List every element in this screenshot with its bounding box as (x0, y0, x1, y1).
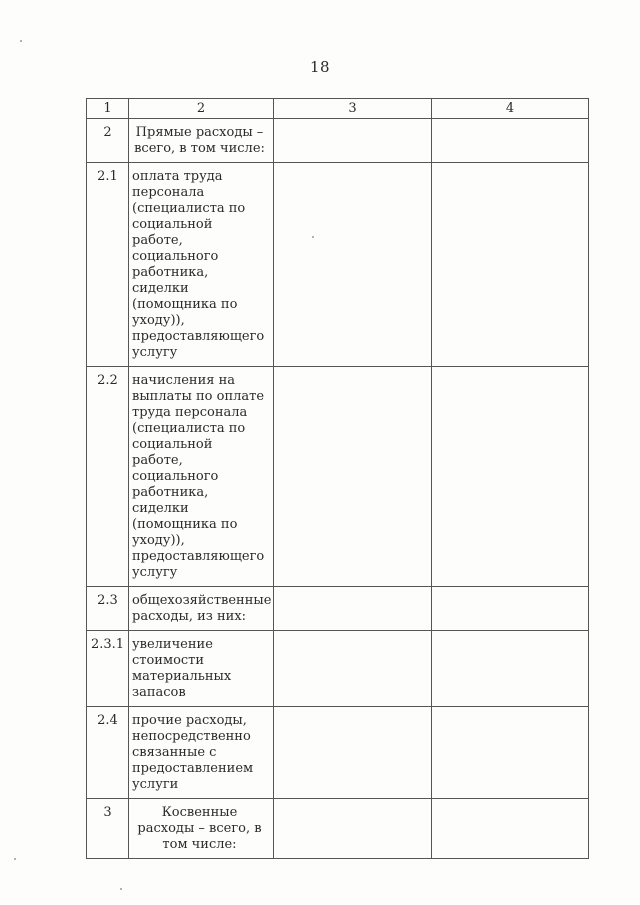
row-number: 2.1 (87, 163, 129, 367)
row-cell-col-4 (432, 631, 589, 707)
row-description: оплата труда персонала (специалиста по социальной работе, социального работника, сиделки (помощника по уходу)), предоставляющего услугу (129, 163, 274, 367)
row-number: 2.3 (87, 587, 129, 631)
table-row (87, 119, 589, 163)
header-col-3: 3 (274, 99, 432, 119)
row-cell-col-3 (274, 163, 432, 367)
scan-speck (20, 40, 22, 42)
row-number: 2.3.1 (87, 631, 129, 707)
table-row (87, 163, 589, 367)
row-cell-col-3 (274, 799, 432, 859)
header-col-2: 2 (129, 99, 274, 119)
row-cell-col-3 (274, 587, 432, 631)
row-cell-col-3 (274, 367, 432, 587)
row-description: Прямые расходы – всего, в том числе: (129, 119, 274, 163)
row-number: 2.2 (87, 367, 129, 587)
row-cell-col-4 (432, 367, 589, 587)
table-row (87, 587, 589, 631)
table-header-row (87, 99, 589, 119)
table-row (87, 367, 589, 587)
row-description: прочие расходы, непосредственно связанные с предоставлением услуги (129, 707, 274, 799)
row-cell-col-4 (432, 163, 589, 367)
row-description: общехозяйственные расходы, из них: (129, 587, 274, 631)
scan-speck (14, 858, 16, 860)
scan-speck (120, 888, 122, 890)
row-cell-col-3 (274, 707, 432, 799)
row-cell-col-4 (432, 587, 589, 631)
table-row (87, 631, 589, 707)
row-cell-col-4 (432, 707, 589, 799)
cost-table (86, 98, 588, 859)
row-description: начисления на выплаты по оплате труда персонала (специалиста по социальной работе, социального работника, сиделки (помощника по уходу)), предоставляющего услугу (129, 367, 274, 587)
header-col-1: 1 (87, 99, 129, 119)
row-number: 3 (87, 799, 129, 859)
row-cell-col-3 (274, 631, 432, 707)
table-row (87, 707, 589, 799)
row-description: Косвенные расходы – всего, в том числе: (129, 799, 274, 859)
page-number: 18 (309, 58, 331, 76)
row-number: 2.4 (87, 707, 129, 799)
header-col-4: 4 (432, 99, 589, 119)
row-cell-col-3 (274, 119, 432, 163)
row-cell-col-4 (432, 799, 589, 859)
scan-speck (312, 236, 314, 238)
table-row (87, 799, 589, 859)
row-number: 2 (87, 119, 129, 163)
row-cell-col-4 (432, 119, 589, 163)
row-description: увеличение стоимости материальных запасов (129, 631, 274, 707)
